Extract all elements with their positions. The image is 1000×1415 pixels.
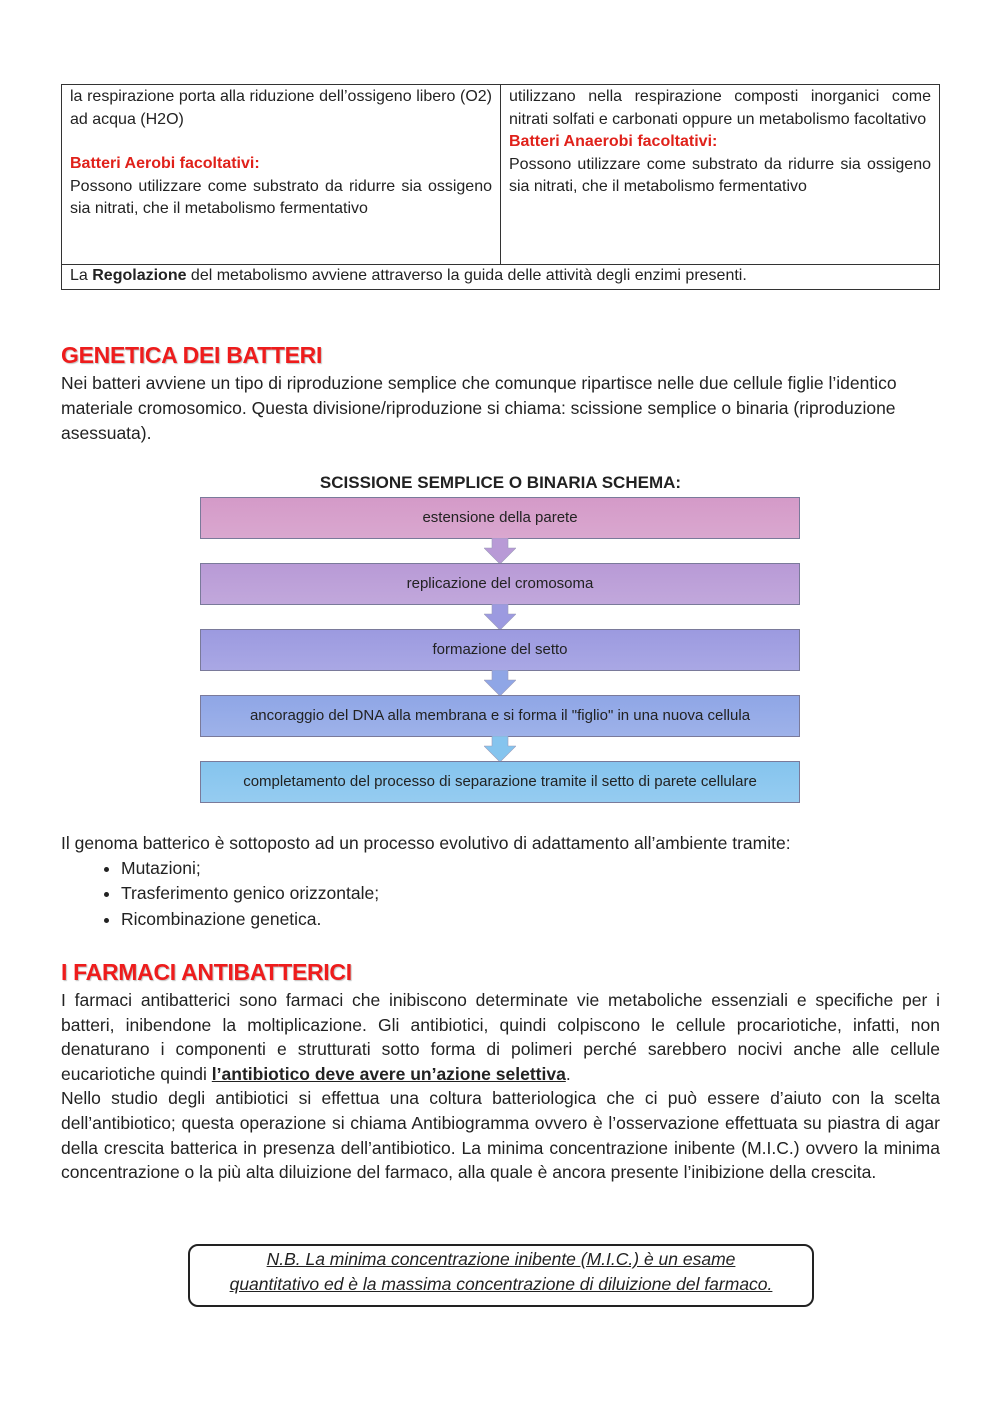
flow-step-label: replicazione del cromosoma [406,575,594,592]
farmaci-p1-text: I farmaci antibatterici sono farmaci che inibiscono determinate vie metaboliche essenziali e specifiche per i batteri, inibendone la moltiplicazione. Gli antibiotici, quindi colpiscono le cellule procariotiche, infatti, non denaturano i componenti e strutturati sotto forma di polimeri perché sarebbero nocivi anche alle cellule eucariotiche quindi [61,990,940,1084]
left-intro: la respirazione porta alla riduzione dell’ossigeno libero (O2) ad acqua (H2O) [70,88,492,128]
flow-step-label: ancoraggio del DNA alla membrana e si forma il "figlio" in una nuova cellula [249,707,751,724]
footer-pre: La [70,267,93,284]
right-label: Batteri Anaerobi facoltativi: [509,133,718,150]
flow-step [200,761,800,803]
flow-step-label: formazione del setto [432,641,568,658]
page [61,84,940,1185]
down-arrow-icon [200,605,800,629]
down-arrow-icon [200,737,800,761]
table-footer [62,265,940,290]
left-label: Batteri Aerobi facoltativi: [70,155,260,172]
left-text: Possono utilizzare come substrato da ridurre sia ossigeno sia nitrati, che il metabolismo fermentativo [70,177,492,217]
right-intro: utilizzano nella respirazione composti inorganici come nitrati solfati e carbonati oppure un metabolismo facoltativo [509,88,931,128]
flow-step-label: completamento del processo di separazione tramite il setto di parete cellulare [243,773,757,790]
flow-step [200,563,800,605]
list-item: • Ricombinazione genetica. [121,907,940,933]
down-arrow-icon [200,671,800,695]
genetica-intro: Nei batteri avviene un tipo di riproduzione semplice che comunque ripartisce nelle due cellule figlie l’identico materiale cromosomico. Questa divisione/riproduzione si chiama: scissione semplice o binaria (riproduzione asessuata). [61,372,897,443]
metabolism-table [61,84,940,290]
binary-fission-diagram [200,497,800,803]
farmaci-p1-end: . [565,1063,571,1084]
diagram-title: SCISSIONE SEMPLICE O BINARIA SCHEMA: [319,472,682,492]
down-arrow-icon [200,539,800,563]
flow-step [200,497,800,539]
farmaci-heading: I FARMACI ANTIBATTERICI [61,959,352,985]
selective-action-emphasis: l’antibiotico deve avere un’azione selettiva [211,1063,566,1084]
nb-line-2: quantitativo ed è la massima concentrazione di diluizione del farmaco. [229,1274,773,1294]
nota-bene-box [188,1244,814,1307]
genetica-heading: GENETICA DEI BATTERI [61,341,323,368]
farmaci-paragraph-1 [61,988,940,1086]
table-cell-left [62,85,501,265]
right-text: Possono utilizzare come substrato da ridurre sia ossigeno sia nitrati, che il metabolismo fermentativo [509,155,931,195]
genome-bullet-list [61,856,940,933]
flow-step [200,629,800,671]
list-item: • Trasferimento genico orizzontale; [121,881,940,907]
footer-bold: Regolazione [92,267,187,284]
flow-step [200,695,800,737]
nb-line-1: N.B. La minima concentrazione inibente (M.I.C.) è un esame [266,1249,736,1269]
footer-post: del metabolismo avviene attraverso la guida delle attività degli enzimi presenti. [186,267,747,284]
list-item: • Mutazioni; [121,856,940,882]
table-cell-right [501,85,940,265]
genome-text: Il genoma batterico è sottoposto ad un processo evolutivo di adattamento all’ambiente tramite: [61,832,791,853]
flow-step-label: estensione della parete [422,509,578,526]
farmaci-paragraph-2: Nello studio degli antibiotici si effettua una coltura batteriologica che ci può essere d’aiuto con la scelta dell’antibiotico; questa operazione si chiama Antibiogramma ovvero è l’osservazione effettuata su piastra di agar della crescita batterica in presenza dell’antibiotico. La minima concentrazione inibente (M.I.C.) ovvero la minima concentrazione o la più alta diluizione del farmaco, alla quale è ancora presente l’inibizione della crescita. [61,1088,940,1183]
